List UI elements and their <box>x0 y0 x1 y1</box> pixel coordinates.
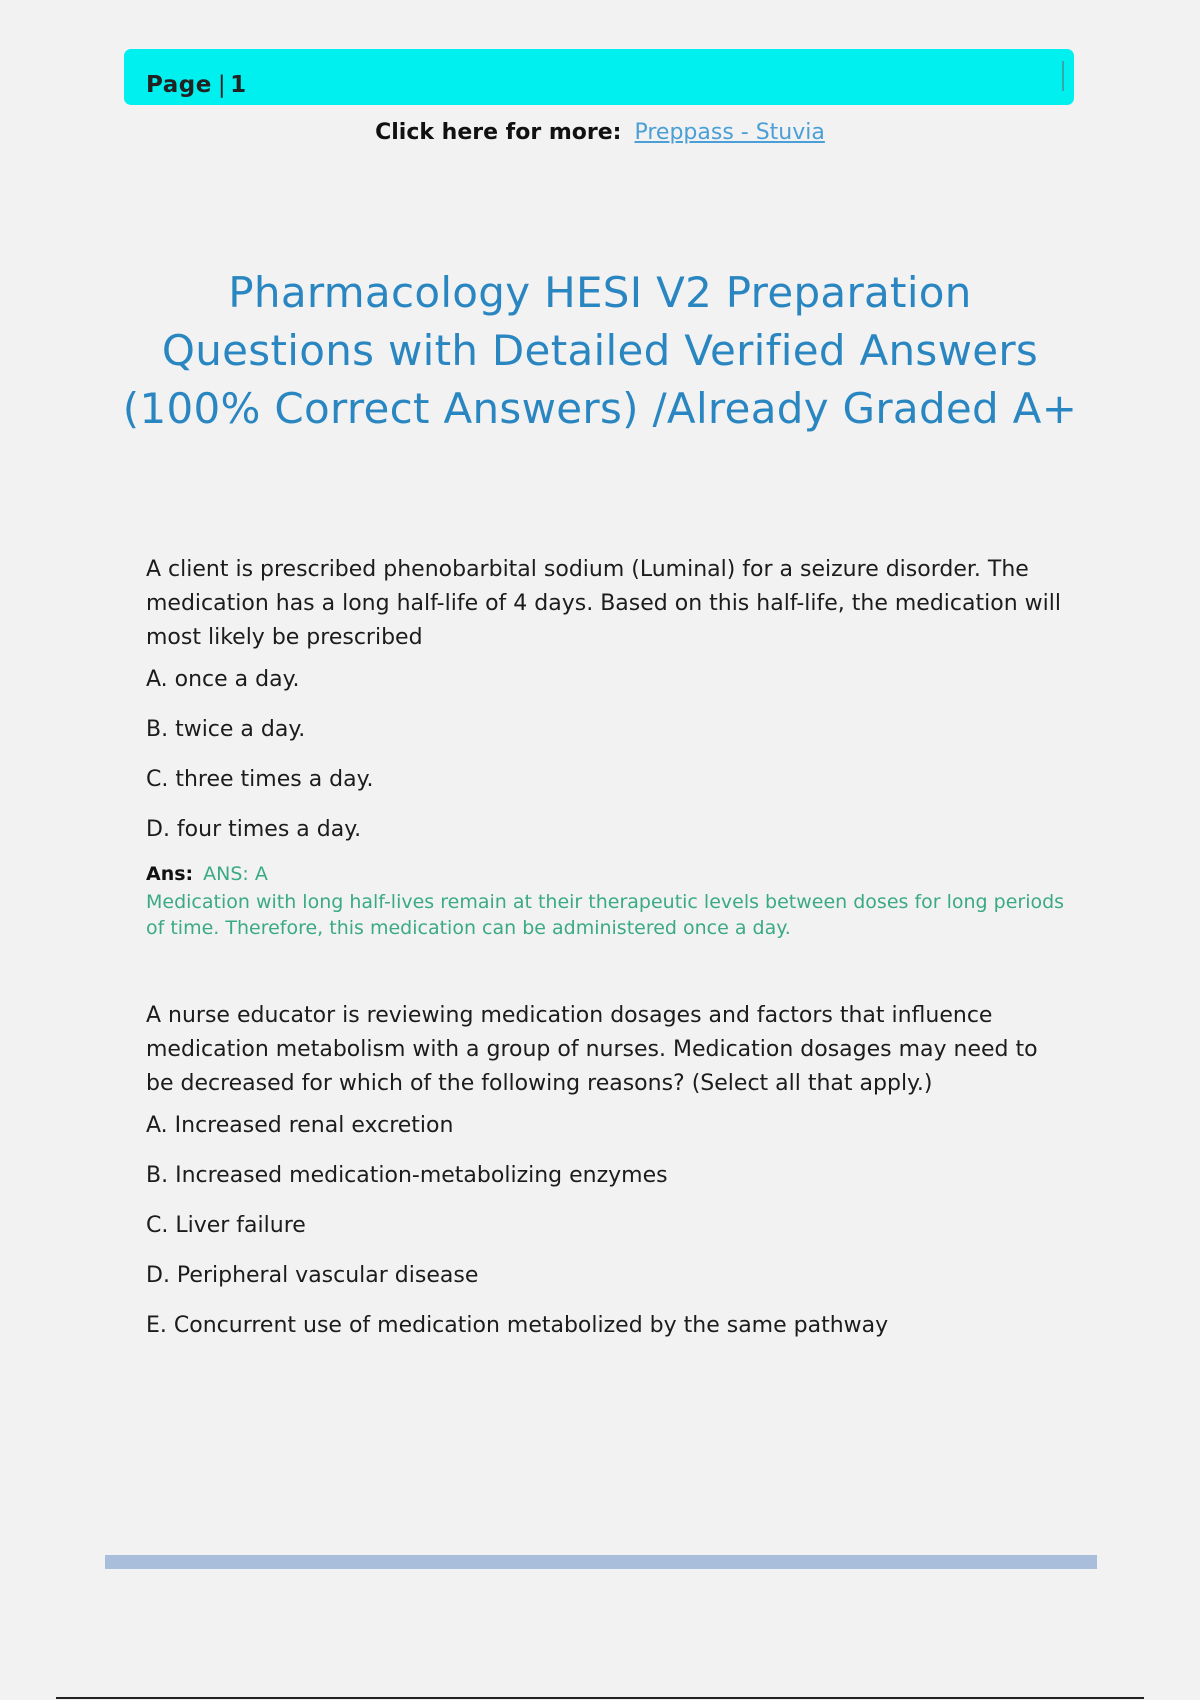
page-indicator <box>146 72 247 98</box>
header-divider <box>1062 61 1064 91</box>
question-1-answer <box>146 863 1066 885</box>
question-2-stem: A nurse educator is reviewing medication dosages and factors that influence medication metabolism with a group of nurses. Medication dosages may need to be decreased for which of the following reasons? (Select all that apply.) <box>146 1003 1038 1096</box>
question-2 <box>146 999 1066 1363</box>
page-number: 1 <box>230 72 247 98</box>
question-1-option-b: B. twice a day. <box>146 717 306 742</box>
page-bottom-divider <box>56 1697 1144 1699</box>
answer-label: Ans: <box>146 863 194 885</box>
more-prefix: Click here for more: <box>375 120 622 145</box>
question-1-option-d: D. four times a day. <box>146 817 362 842</box>
question-2-option-c: C. Liver failure <box>146 1213 306 1238</box>
answer-value: ANS: A <box>203 863 268 885</box>
more-link-line <box>0 120 1200 145</box>
footer-bar <box>105 1555 1097 1569</box>
document-title: Pharmacology HESI V2 Preparation Questions with Detailed Verified Answers (100% Correct Answers) /Already Graded A+ <box>122 268 1078 433</box>
preppass-stuvia-link[interactable]: Preppass - Stuvia <box>634 120 825 145</box>
question-2-option-a: A. Increased renal excretion <box>146 1113 454 1138</box>
question-1-option-c: C. three times a day. <box>146 767 374 792</box>
question-2-option-d: D. Peripheral vascular disease <box>146 1263 479 1288</box>
page-separator: | <box>217 72 227 98</box>
page-header-banner <box>124 49 1074 105</box>
question-2-option-e: E. Concurrent use of medication metabolized by the same pathway <box>146 1313 889 1338</box>
question-1 <box>146 553 1066 941</box>
question-1-option-a: A. once a day. <box>146 667 300 692</box>
question-2-option-b: B. Increased medication-metabolizing enzymes <box>146 1163 668 1188</box>
question-1-explanation: Medication with long half-lives remain at their therapeutic levels between doses for long periods of time. Therefore, this medication can be administered once a day. <box>146 891 1065 939</box>
page-label: Page <box>146 72 212 98</box>
question-1-stem: A client is prescribed phenobarbital sodium (Luminal) for a seizure disorder. The medication has a long half-life of 4 days. Based on this half-life, the medication will most likely be prescribed <box>146 557 1061 650</box>
